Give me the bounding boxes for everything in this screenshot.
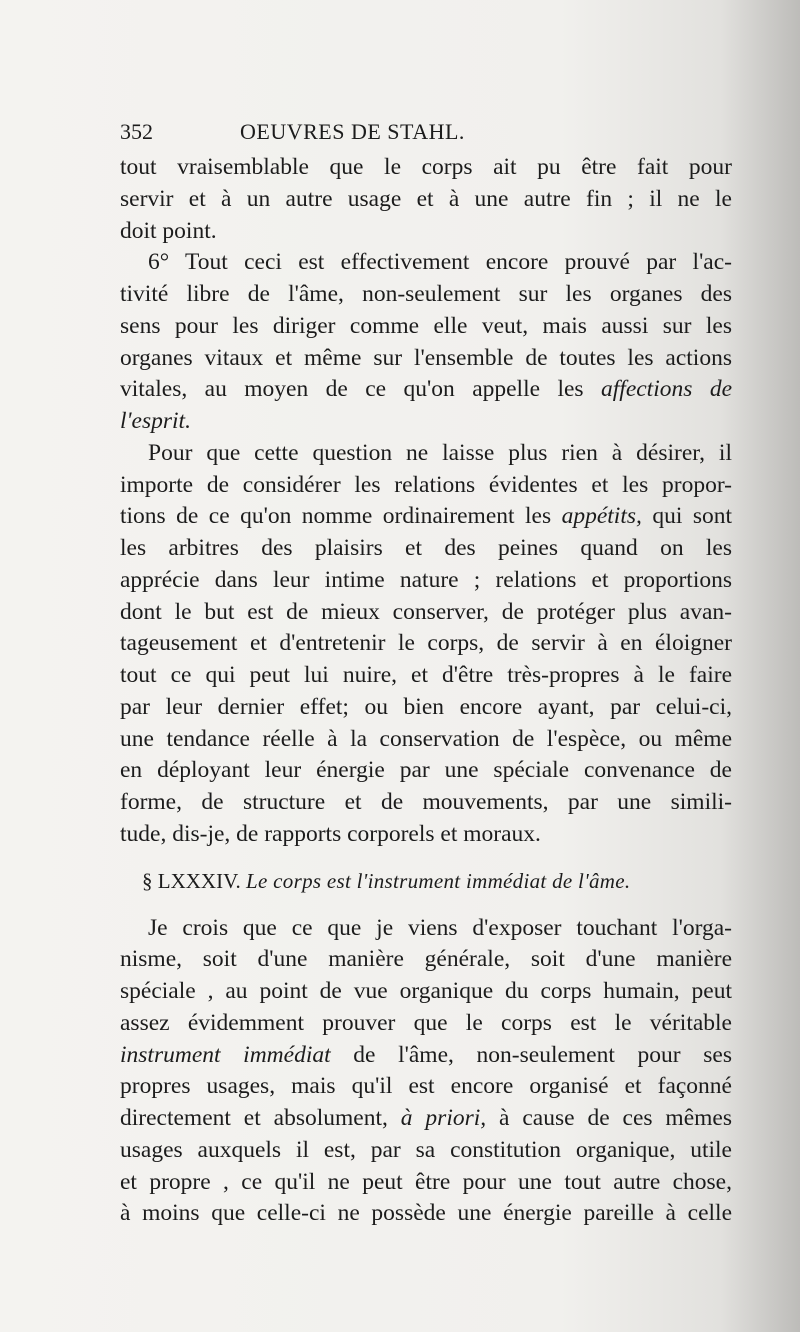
text-line: importe de considérer les relations évidentes et les propor-	[120, 471, 732, 498]
text-line: organes vitaux et même sur l'ensemble de toutes les actions	[120, 344, 732, 371]
text-run: vitales, au moyen de ce qu'on appelle les	[120, 376, 602, 403]
text-run: de l'âme, non-seulement pour ses	[330, 1041, 732, 1068]
text-run: directement et absolument,	[120, 1105, 401, 1131]
text-line: spéciale , au point de vue organique du corps humain, peut	[120, 978, 732, 1004]
text-run: qui sont	[641, 503, 732, 530]
text-line: tude, dis-je, de rapports corporels et moraux.	[120, 820, 541, 847]
text-line: sens pour les diriger comme elle veut, mais aussi sur les	[120, 312, 732, 339]
running-header	[120, 112, 732, 152]
text-line: apprécie dans leur intime nature ; relations et proportions	[120, 566, 732, 593]
spacer	[120, 851, 732, 861]
running-title: OEUVRES DE STAHL.	[240, 119, 465, 144]
italic-term: appétits,	[561, 503, 642, 530]
text-line	[120, 374, 732, 406]
text-line: nisme, soit d'une manière générale, soit d'une manière	[120, 946, 732, 973]
text-line: les arbitres des plaisirs et des peines quand on les	[120, 535, 732, 561]
text-line	[120, 406, 732, 438]
spacer	[120, 901, 732, 913]
text-line: dont le but est de mieux conserver, de protéger plus avan-	[120, 598, 732, 625]
paragraph-4	[120, 913, 732, 1231]
section-label: § LXXXIV.	[142, 868, 241, 893]
text-line: 6° Tout ceci est effectivement encore prouvé par l'ac-	[148, 249, 732, 276]
text-line: tageusement et d'entretenir le corps, de servir à en éloigner	[120, 630, 732, 657]
text-run: à cause de ces mêmes	[486, 1105, 732, 1131]
text-line: propres usages, mais qu'il est encore organisé et façonné	[120, 1073, 732, 1100]
text-line: assez évidemment prouver que le corps est le véritable	[120, 1009, 732, 1036]
text-line: et propre , ce qu'il ne peut être pour une tout autre chose,	[120, 1168, 732, 1195]
text-line: par leur dernier effet; ou bien encore ayant, par celui-ci,	[120, 693, 732, 720]
italic-term: à priori,	[400, 1105, 487, 1131]
page-number: 352	[120, 119, 153, 144]
text-line: à moins que celle-ci ne possède une énergie pareille à celle	[120, 1200, 732, 1227]
section-title: Le corps est l'instrument immédiat de l'âme.	[246, 868, 631, 893]
italic-term: affections de	[601, 376, 732, 403]
text-line: doit point.	[120, 217, 217, 244]
text-line: tout ce qui peut lui nuire, et d'être très-propres à le faire	[120, 662, 732, 688]
text-line: usages auxquels il est, par sa constitution organique, utile	[120, 1136, 732, 1163]
paragraph-3	[120, 438, 732, 851]
text-line: une tendance réelle à la conservation de l'espèce, ou même	[120, 725, 732, 752]
paragraph-1	[120, 152, 732, 247]
section-heading	[120, 861, 732, 901]
text-line: Je crois que ce que je viens d'exposer touchant l'orga-	[148, 914, 732, 941]
text-line	[120, 1040, 732, 1072]
text-line: forme, de structure et de mouvements, par une simili-	[120, 789, 732, 815]
page-text	[120, 112, 732, 1230]
text-line	[120, 1103, 732, 1135]
text-run: tions de ce qu'on nomme ordinairement les	[120, 503, 562, 530]
text-line	[120, 501, 732, 533]
text-line: tout vraisemblable que le corps ait pu être fait pour	[120, 154, 732, 180]
italic-term: instrument immédiat	[120, 1041, 331, 1068]
paragraph-2	[120, 247, 732, 438]
text-line: tivité libre de l'âme, non-seulement sur les organes des	[120, 281, 732, 307]
text-line: Pour que cette question ne laisse plus rien à désirer, il	[148, 439, 732, 466]
text-line: en déployant leur énergie par une spéciale convenance de	[120, 757, 732, 784]
italic-term: l'esprit.	[120, 408, 191, 434]
text-line: servir et à un autre usage et à une autre fin ; il ne le	[120, 185, 732, 212]
